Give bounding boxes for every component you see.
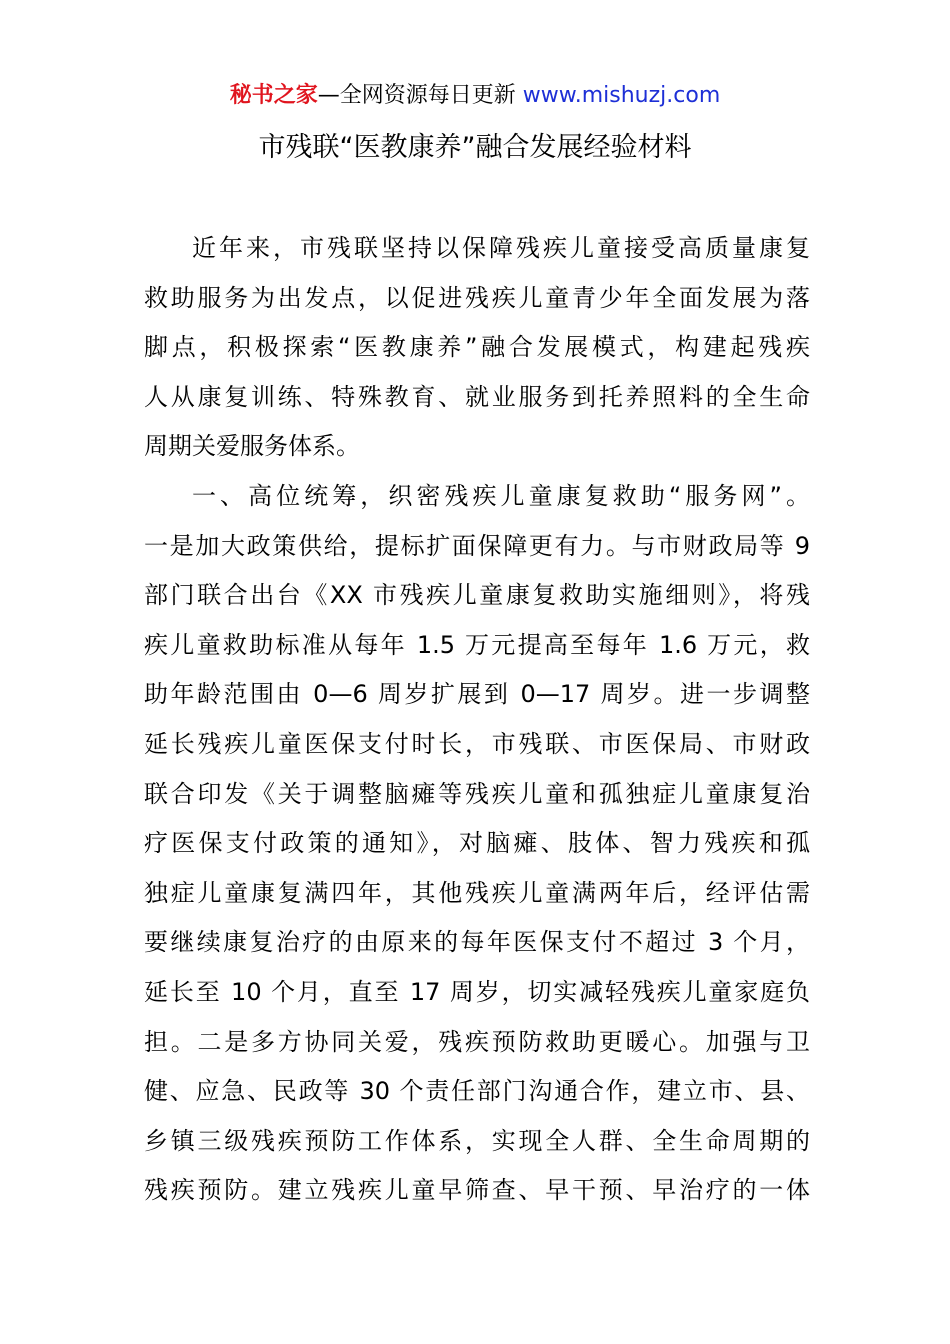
body-line: 近年来，市残联坚持以保障残疾儿童接受高质量康复 bbox=[192, 234, 810, 262]
body-line: 助年龄范围由 0—6 周岁扩展到 0—17 周岁。进一步调整 bbox=[144, 680, 810, 709]
header-tagline: —全网资源每日更新 bbox=[317, 83, 523, 108]
section-heading: 一、高位统筹，织密残疾儿童康复救助“服务网”。 bbox=[192, 481, 810, 510]
body-line: 残疾预防。建立残疾儿童早筛查、早干预、早治疗的一体 bbox=[144, 1176, 810, 1205]
body-line: 脚点，积极探索“医教康养”融合发展模式，构建起残疾 bbox=[144, 333, 810, 362]
body-line: 联合印发《关于调整脑瘫等残疾儿童和孤独症儿童康复治 bbox=[144, 779, 810, 808]
site-header bbox=[0, 80, 950, 112]
body-line: 救助服务为出发点，以促进残疾儿童青少年全面发展为落 bbox=[144, 283, 810, 312]
brand-name: 秘书之家 bbox=[229, 83, 318, 108]
body-line: 担。二是多方协同关爱，残疾预防救助更暖心。加强与卫 bbox=[144, 1027, 810, 1056]
body-line: 一是加大政策供给，提标扩面保障更有力。与市财政局等 9 bbox=[144, 531, 810, 560]
body-line: 乡镇三级残疾预防工作体系，实现全人群、全生命周期的 bbox=[144, 1126, 810, 1155]
body-line: 独症儿童康复满四年，其他残疾儿童满两年后，经评估需 bbox=[144, 878, 810, 907]
document-title: 市残联“医教康养”融合发展经验材料 bbox=[258, 132, 692, 163]
body-line: 延长至 10 个月，直至 17 周岁，切实减轻残疾儿童家庭负 bbox=[144, 977, 810, 1006]
body-line: 部门联合出台《XX 市残疾儿童康复救助实施细则》，将残 bbox=[144, 581, 810, 610]
document-body bbox=[144, 224, 810, 1216]
body-line: 延长残疾儿童医保支付时长，市残联、市医保局、市财政 bbox=[144, 729, 810, 758]
body-line: 人从康复训练、特殊教育、就业服务到托养照料的全生命 bbox=[144, 382, 810, 411]
body-line: 健、应急、民政等 30 个责任部门沟通合作，建立市、县、 bbox=[144, 1077, 810, 1106]
body-line: 疗医保支付政策的通知》，对脑瘫、肢体、智力残疾和孤 bbox=[144, 829, 810, 858]
body-line: 疾儿童救助标准从每年 1.5 万元提高至每年 1.6 万元，救 bbox=[144, 630, 810, 659]
body-line: 周期关爱服务体系。 bbox=[144, 432, 360, 461]
site-url[interactable]: www.mishuzj.com bbox=[522, 83, 721, 108]
body-line: 要继续康复治疗的由原来的每年医保支付不超过 3 个月， bbox=[144, 928, 810, 957]
